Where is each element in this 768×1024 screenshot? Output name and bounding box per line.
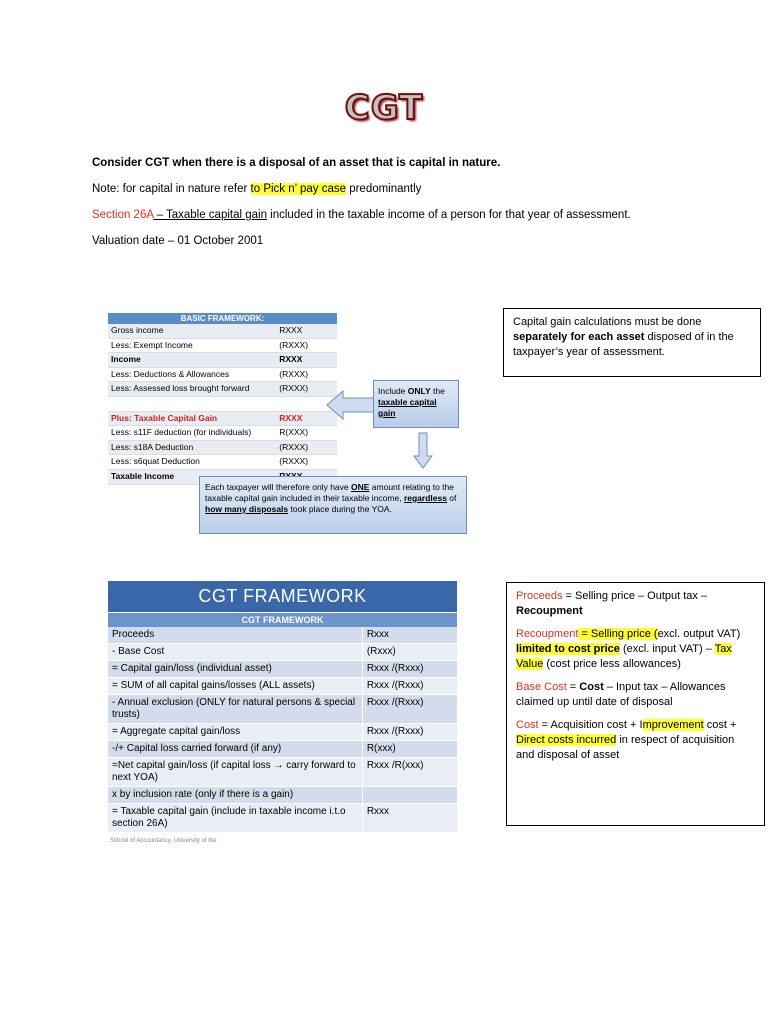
row-label: = Aggregate capital gain/loss xyxy=(108,724,363,740)
callout-underlined: taxable capital gain xyxy=(378,397,437,418)
box1-a: Capital gain calculations must be done xyxy=(513,316,702,328)
table-row xyxy=(108,324,337,339)
row-label: Less: Exempt Income xyxy=(111,339,193,350)
def-base-cost xyxy=(516,680,755,710)
table-row xyxy=(108,455,337,470)
cgt-framework-banner: CGT FRAMEWORK xyxy=(108,581,457,612)
note-b: ONE xyxy=(351,482,370,492)
row-value: RXXX xyxy=(279,325,303,335)
def-cost xyxy=(516,718,755,763)
table-row xyxy=(108,441,337,456)
def-bold: Cost xyxy=(579,681,604,693)
def-text-3: (cost price less allowances) xyxy=(543,658,681,670)
cgt-framework-subheader: CGT FRAMEWORK xyxy=(108,612,457,627)
callout-text-2: the xyxy=(430,386,445,396)
callout-bold: ONLY xyxy=(407,386,431,396)
row-label: Less: s11F deduction (for individuals) xyxy=(111,427,252,438)
source-footer: School of Accountancy, University of the xyxy=(110,838,217,844)
row-label: Income xyxy=(111,354,141,365)
note-a: Each taxpayer will therefore only have xyxy=(205,482,351,492)
table-row xyxy=(108,695,457,724)
box1-c: disposed of in the taxpayer’s year of assessment. xyxy=(513,331,734,358)
row-value: Rxxx /(Rxxx) xyxy=(366,697,424,708)
callout-text: Include xyxy=(378,386,408,396)
note-c: amount relating to the taxable capital gain included in their taxable income, xyxy=(205,482,455,503)
def-text: = Acquisition cost + I xyxy=(538,719,643,731)
section-line xyxy=(92,208,631,222)
note-text-end: predominantly xyxy=(346,183,422,195)
intro-line: Consider CGT when there is a disposal of an asset that is capital in nature. xyxy=(92,157,501,169)
row-value: Rxxx /R(xxx) xyxy=(366,760,424,771)
row-label: Proceeds xyxy=(108,627,363,643)
row-label: Plus: Taxable Capital Gain xyxy=(111,412,218,423)
def-hl-2: Tax Value xyxy=(516,643,732,670)
section-text: included in the taxable income of a person for that year of assessment. xyxy=(266,209,631,221)
table-row xyxy=(108,678,457,695)
table-row xyxy=(108,368,337,383)
section-underlined: – Taxable capital gain xyxy=(153,209,267,221)
one-amount-callout xyxy=(199,476,467,534)
table-row xyxy=(108,724,457,741)
separate-asset-box xyxy=(503,308,761,377)
table-row xyxy=(108,412,337,427)
table-row xyxy=(108,426,337,441)
row-label: = SUM of all capital gains/losses (ALL assets) xyxy=(108,678,363,694)
row-value: R(XXX) xyxy=(279,427,309,438)
table-row xyxy=(108,644,457,661)
def-text: = xyxy=(566,681,580,693)
def-term: Base Cost xyxy=(516,681,567,693)
table-row xyxy=(108,382,337,397)
row-value: Rxxx xyxy=(366,629,390,640)
row-value: (RXXX) xyxy=(279,383,309,394)
def-text: excl. output VAT) xyxy=(657,628,741,640)
note-text: Note: for capital in nature refer xyxy=(92,183,251,195)
note-line xyxy=(92,182,421,196)
def-term: Cost xyxy=(516,719,539,731)
row-value: RXXX xyxy=(279,354,303,365)
row-label: -/+ Capital loss carried forward (if any) xyxy=(108,741,363,757)
table-row xyxy=(108,661,457,678)
table-row xyxy=(108,804,457,833)
row-value: Rxxx /(Rxxx) xyxy=(366,680,424,691)
note-highlight: to Pick n’ pay case xyxy=(250,183,346,195)
cgt-framework-table xyxy=(108,581,457,833)
def-hl-bold: limited to cost price xyxy=(516,643,620,655)
page-title: CGT xyxy=(344,88,424,128)
row-label: x by inclusion rate (only if there is a gain) xyxy=(108,787,363,803)
row-label: =Net capital gain/loss (if capital loss → carry forward to next YOA) xyxy=(108,758,363,786)
def-term: Recoupment xyxy=(516,628,579,640)
def-recoupment xyxy=(516,627,755,672)
row-label: Less: s6quat Deduction xyxy=(111,456,200,467)
def-text: = Selling price – Output tax – xyxy=(562,590,708,602)
row-value: RXXX xyxy=(279,412,303,423)
table-row xyxy=(108,787,457,804)
row-value: Rxxx /(Rxxx) xyxy=(366,663,424,674)
def-text-2: – Input tax – Allowances claimed up until date of disposal xyxy=(516,681,726,708)
definitions-box xyxy=(506,582,765,826)
def-text-3: in respect of acquisition and disposal of asset xyxy=(516,734,735,761)
table-row xyxy=(108,353,337,368)
row-label: Less: Deductions & Allowances xyxy=(111,368,230,379)
row-label: Gross income xyxy=(111,325,164,335)
row-label: - Base Cost xyxy=(108,644,363,660)
row-label xyxy=(108,397,277,411)
valuation-line: Valuation date – 01 October 2001 xyxy=(92,235,264,247)
row-value: (RXXX) xyxy=(279,339,309,350)
row-value: Rxxx /(Rxxx) xyxy=(366,726,424,737)
arrow-left-icon xyxy=(325,388,377,422)
def-text-2: cost + xyxy=(703,719,737,731)
def-term: Proceeds xyxy=(516,590,563,602)
row-value: R(xxx) xyxy=(366,743,396,754)
table-row xyxy=(108,741,457,758)
table-row xyxy=(108,627,457,644)
note-f: how many disposals xyxy=(205,504,289,514)
table-row xyxy=(108,758,457,787)
note-e: of xyxy=(446,493,457,503)
row-value: Rxxx xyxy=(366,806,390,817)
basic-framework-table xyxy=(108,313,337,485)
def-bold: Recoupment xyxy=(516,605,583,617)
row-value xyxy=(363,787,457,803)
row-label: Less: Assessed loss brought forward xyxy=(111,383,250,394)
row-value: (RXXX) xyxy=(279,441,309,452)
note-g: took place during the YOA. xyxy=(288,504,392,514)
basic-framework-header: BASIC FRAMEWORK: xyxy=(108,313,337,324)
table-row xyxy=(108,397,337,412)
def-hl-2: Direct costs incurred xyxy=(516,734,617,746)
def-text-2: (excl. input VAT) – xyxy=(619,643,715,655)
row-label: Taxable Income xyxy=(111,470,175,481)
def-proceeds xyxy=(516,589,755,619)
section-ref: Section 26A xyxy=(92,209,154,221)
row-label: Less: s18A Deduction xyxy=(111,441,194,452)
note-d: regardless xyxy=(403,493,447,503)
def-hl: mprovement xyxy=(642,719,704,731)
def-hl: = Selling price ( xyxy=(578,628,658,640)
arrow-down-icon xyxy=(413,432,433,470)
row-label: - Annual exclusion (ONLY for natural persons & special trusts) xyxy=(108,695,363,723)
table-row xyxy=(108,339,337,354)
row-label: = Taxable capital gain (include in taxable income i.t.o section 26A) xyxy=(108,804,363,832)
row-label: = Capital gain/loss (individual asset) xyxy=(108,661,363,677)
box1-b: separately for each asset xyxy=(513,331,645,343)
include-only-callout xyxy=(373,380,459,428)
row-value: (Rxxx) xyxy=(366,646,396,657)
row-value: (RXXX) xyxy=(279,368,309,379)
row-value: (RXXX) xyxy=(279,456,309,467)
